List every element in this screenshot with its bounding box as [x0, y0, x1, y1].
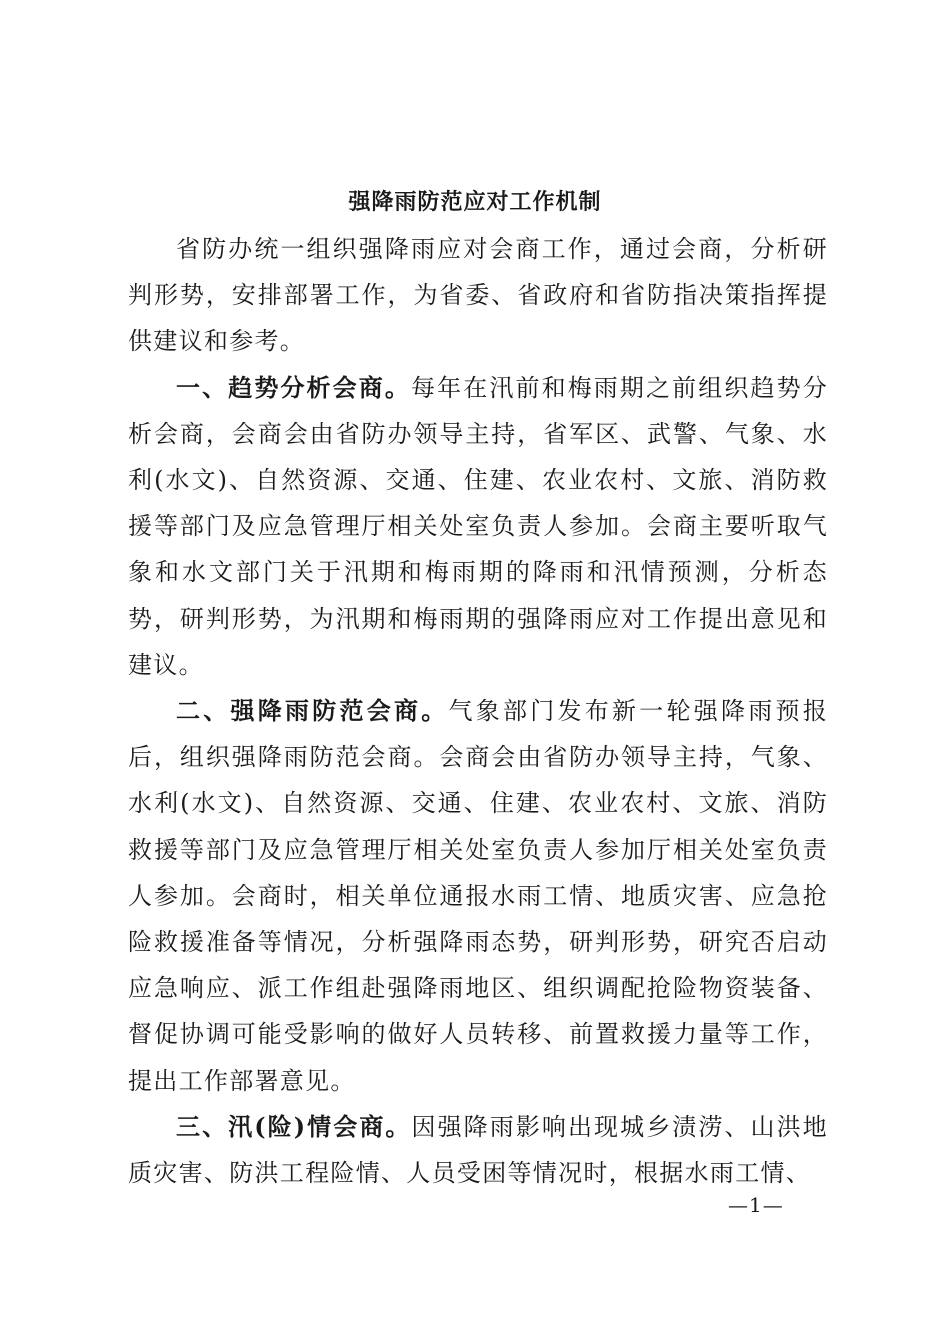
section-heading-1: 一、趋势分析会商。 [176, 372, 412, 402]
section-paragraph-2 [128, 688, 828, 1104]
section-heading-3: 三、汛(险)情会商。 [176, 1111, 412, 1141]
section-paragraph-1 [128, 365, 828, 688]
document-body [128, 226, 828, 1196]
section-heading-2: 二、强降雨防范会商。 [176, 696, 449, 726]
document-title: 强降雨防范应对工作机制 [348, 189, 602, 215]
page-number: —1— [728, 1193, 784, 1217]
intro-paragraph: 省防办统一组织强降雨应对会商工作，通过会商，分析研判形势，安排部署工作，为省委、省政府和省防指决策指挥提供建议和参考。 [128, 235, 828, 356]
section-text-3: 因强降雨影响出现城乡渍涝、山洪地质灾害、防洪工程险情、人员受困等情况时，根据水雨工情、 [128, 1112, 828, 1188]
section-text-2: 气象部门发布新一轮强降雨预报后，组织强降雨防范会商。会商会由省防办领导主持，气象、水利(水文)、自然资源、交通、住建、农业农村、文旅、消防救援等部门及应急管理厅相关处室负责人参加厅相关处室负责人参加。会商时，相关单位通报水雨工情、地质灾害、应急抢险救援准备等情况，分析强降雨态势，研判形势，研究否启动应急响应、派工作组赴强降雨地区、组织调配抢险物资装备、督促协调可能受影响的做好人员转移、前置救援力量等工作，提出工作部署意见。 [128, 697, 829, 1095]
section-paragraph-3 [128, 1104, 828, 1196]
section-text-1: 每年在汛前和梅雨期之前组织趋势分析会商，会商会由省防办领导主持，省军区、武警、气象、水利(水文)、自然资源、交通、住建、农业农村、文旅、消防救援等部门及应急管理厅相关处室负责人参加。会商主要听取气象和水文部门关于汛期和梅雨期的降雨和汛情预测，分析态势，研判形势，为汛期和梅雨期的强降雨应对工作提出意见和建议。 [128, 373, 828, 679]
